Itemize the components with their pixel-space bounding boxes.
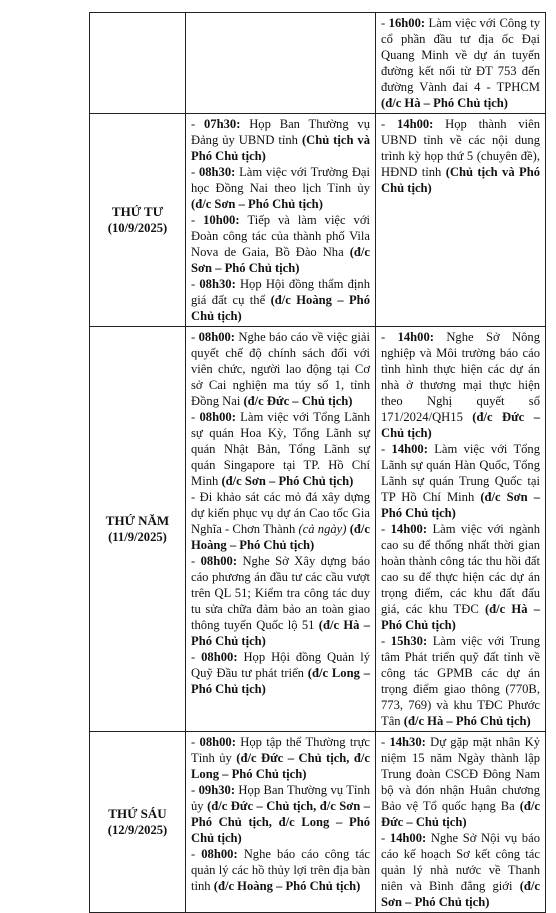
item-attendees: (đ/c Sơn – Phó Chủ tịch) (381, 879, 540, 909)
item-text: Đi khảo sát các mỏ đá xây dựng dự kiến phục vụ dự án Cao tốc Gia Nghĩa - Chơn Thành (191, 490, 370, 536)
item-text: Tiếp và làm việc với Đoàn công tác của thành phố Vila Nova de Gaia, Bồ Đào Nha (191, 213, 370, 259)
item-text: Họp Ban Thường vụ Tỉnh ủy (191, 783, 371, 813)
item-time-colon: : (231, 277, 240, 291)
schedule-item: - 08h00: Họp tập thể Thường trực Tỉnh ủy (đ/c Đức – Chủ tịch, đ/c Long – Phó Chủ tịch) (191, 735, 371, 781)
item-attendees: (đ/c Hoàng – Phó Chủ tịch) (191, 293, 370, 323)
morning-cell (186, 13, 376, 114)
item-attendees: (đ/c Hà – Phó Chủ tịch) (381, 602, 540, 632)
item-attendees: (đ/c Hà – Phó Chủ tịch) (403, 714, 531, 728)
item-time: 08h00 (200, 554, 233, 568)
schedule-item: - 14h00: Nghe Sở Nội vụ báo cáo kế hoạch Sơ kết công tác quản lý nhà nước về Thanh niên và Bình đẳng giới (đ/c Sơn – Phó Chủ tịch) (381, 831, 540, 909)
item-attendees: (đ/c Sơn – Phó Chủ tịch) (221, 474, 354, 488)
item-text: Làm việc với ngành cao su để thống nhất thời gian hoàn thành công tác thu hồi đất cao su để thực hiện các dự án trọng điểm, các khu đất đấu giá, các khu TĐC (381, 522, 541, 616)
item-attendees: (đ/c Hà – Phó Chủ tịch) (381, 96, 508, 110)
item-time: 14h00 (389, 831, 423, 845)
item-time-colon: : (420, 16, 429, 30)
schedule-item: - 14h00: Làm việc với Tổng Lãnh sự quán Hàn Quốc, Tổng Lãnh sự quán Trung Quốc tại TP Hồ Chí Minh (đ/c Sơn – Phó Chủ tịch) (381, 442, 541, 520)
item-text: Nghe Sở Nông nghiệp và Môi trường báo cáo tình hình thực hiện các dự án nhà ở thương mại thực hiện theo Nghị quyết số 171/2024/QH15 (381, 330, 540, 424)
schedule-item: - 14h30: Dự gặp mặt nhân Kỷ niệm 15 năm Ngày thành lập Trung đoàn CSCĐ Đông Nam bộ và đón nhận Huân chương Bảo vệ Tổ quốc hạng Ba (đ/c Đức – Chủ tịch) (381, 735, 540, 829)
day-date: (10/9/2025) (107, 221, 168, 235)
item-time: 14h30 (389, 735, 422, 749)
item-attendees: (đ/c Đức – Chủ tịch) (243, 394, 353, 408)
item-note: (cả ngày) (298, 522, 347, 536)
schedule-row (90, 327, 546, 732)
item-text: Họp Hội đồng Quản lý Quỹ Đầu tư phát triển (191, 650, 371, 680)
item-attendees: (đ/c Đức – Chủ tịch) (381, 410, 540, 440)
day-cell (90, 327, 186, 732)
item-text: Nghe Sở Xây dựng báo cáo phương án đầu tư các cầu vượt trên QL 51; Kiểm tra công tác duy tu sửa chữa đảm bảo an toàn giao thông tuyến Quốc lộ 51 (191, 554, 370, 632)
item-time: 10h00 (203, 213, 236, 227)
item-time-colon: : (429, 117, 446, 131)
schedule-item: - 08h00: Họp Hội đồng Quản lý Quỹ Đầu tư phát triển (đ/c Long – Phó Chủ tịch) (191, 650, 371, 696)
schedule-item: - 16h00: Làm việc với Công ty cổ phần đầu tư địa ốc Đại Quang Minh về dự án tuyến đường kết nối từ ĐT 753 đến đường Vành đai 4 - TPHCM (đ/c Hà – Phó Chủ tịch) (381, 16, 541, 110)
item-time: 07h30 (204, 117, 237, 131)
schedule-item: - 08h00: Làm việc với Tổng Lãnh sự quán Hoa Kỳ, Tổng Lãnh sự quán Nhật Bản, Tổng Lãnh sự quán Singapore tại TP. Hồ Chí Minh (đ/c Sơn – Phó Chủ tịch) (191, 410, 371, 488)
day-cell (90, 732, 186, 913)
item-text: Dự gặp mặt nhân Kỷ niệm 15 năm Ngày thành lập Trung đoàn CSCĐ Đông Nam bộ và đón nhận Huân chương Bảo vệ Tổ quốc hạng Ba (381, 735, 540, 813)
day-name: THỨ NĂM (105, 513, 170, 528)
item-time: 08h00 (201, 847, 234, 861)
schedule-item: - 14h00: Làm việc với ngành cao su để thống nhất thời gian hoàn thành công tác thu hồi đất cao su để thực hiện các dự án trọng điểm, các khu đất đấu giá, các khu TĐC (đ/c Hà – Phó Chủ tịch) (381, 522, 541, 632)
item-attendees: (đ/c Long – Phó Chủ tịch) (191, 666, 370, 696)
item-time-colon: : (423, 442, 435, 456)
schedule-item: - 08h00: Nghe báo cáo về việc giải quyết chế độ chính sách đối với viên chức, người lao động tại Cơ sở Cai nghiện ma túy số 1, tỉnh Đồng Nai (đ/c Đức – Chủ tịch) (191, 330, 371, 408)
item-time: 14h00 (397, 330, 430, 344)
morning-cell (186, 114, 376, 327)
item-time-colon: : (230, 783, 239, 797)
item-time: 14h00 (391, 442, 424, 456)
item-attendees: (đ/c Đức – Chủ tịch, đ/c Long – Phó Chủ tịch) (191, 751, 371, 781)
weekly-schedule-table (89, 12, 546, 913)
item-time-colon: : (233, 847, 244, 861)
schedule-item: - 08h30: Làm việc với Trường Đại học Đồng Nai theo lịch Tỉnh ủy (đ/c Sơn – Phó Chủ tịch) (191, 165, 371, 211)
day-date: (11/9/2025) (108, 530, 167, 544)
schedule-row (90, 732, 546, 913)
item-attendees: (đ/c Đức – Chủ tịch) (381, 799, 540, 829)
day-cell (90, 13, 186, 114)
item-time-colon: : (231, 165, 240, 179)
schedule-item: - 09h30: Họp Ban Thường vụ Tỉnh ủy (đ/c Đức – Chủ tịch, đ/c Sơn – Phó Chủ tịch, đ/c Long – Phó Chủ tịch) (191, 783, 371, 845)
item-time-colon: : (231, 410, 241, 424)
afternoon-cell (376, 732, 546, 913)
item-attendees: (đ/c Đức – Chủ tịch, đ/c Sơn – Phó Chủ tịch, đ/c Long – Phó Chủ tịch) (191, 799, 370, 845)
item-text: Làm việc với Trường Đại học Đồng Nai theo lịch Tỉnh ủy (191, 165, 371, 195)
item-time-colon: : (236, 117, 250, 131)
item-time: 08h00 (199, 735, 232, 749)
schedule-item: - 14h00: Nghe Sở Nông nghiệp và Môi trường báo cáo tình hình thực hiện các dự án nhà ở thương mại thực hiện theo Nghị quyết số 171/2024/QH15 (đ/c Đức – Chủ tịch) (381, 330, 540, 440)
item-time-colon: : (232, 554, 243, 568)
schedule-item: - 08h30: Họp Hội đồng thẩm định giá đất cụ thể (đ/c Hoàng – Phó Chủ tịch) (191, 277, 370, 323)
schedule-item: - 15h30: Làm việc với Trung tâm Phát triển quỹ đất tỉnh về công tác GPMB các dự án trọng điểm giao thông (770B, 773, 769) và khu TĐC Phước Tân (đ/c Hà – Phó Chủ tịch) (381, 634, 541, 728)
item-attendees: (đ/c Sơn – Phó Chủ tịch) (381, 490, 540, 520)
item-attendees: (đ/c Sơn – Phó Chủ tịch) (191, 197, 323, 211)
item-text: Họp thành viên UBND tỉnh về các nội dung trình kỳ họp thứ 5 (chuyên đề), HĐND tỉnh (381, 117, 541, 179)
item-attendees: (đ/c Hoàng – Phó Chủ tịch) (213, 879, 361, 893)
schedule-item: - 08h00: Nghe Sở Xây dựng báo cáo phương án đầu tư các cầu vượt trên QL 51; Kiểm tra công tác duy tu sửa chữa đảm bảo an toàn giao thông tuyến Quốc lộ 51 (đ/c Hà – Phó Chủ tịch) (191, 554, 370, 648)
item-time-colon: : (429, 330, 447, 344)
item-text: Làm việc với Tổng Lãnh sự quán Hàn Quốc, Tổng Lãnh sự quán Trung Quốc tại TP Hồ Chí Minh (381, 442, 541, 504)
schedule-item: - Đi khảo sát các mỏ đá xây dựng dự kiến phục vụ dự án Cao tốc Gia Nghĩa - Chơn Thành (cả ngày) (đ/c Hoàng – Phó Chủ tịch) (191, 490, 370, 552)
schedule-body (90, 13, 546, 913)
item-time: 15h30 (390, 634, 423, 648)
item-time-colon: : (422, 831, 431, 845)
item-text: Họp Ban Thường vụ Đảng ủy UBND tỉnh (191, 117, 371, 147)
morning-cell (186, 732, 376, 913)
schedule-item: - 10h00: Tiếp và làm việc với Đoàn công tác của thành phố Vila Nova de Gaia, Bồ Đào Nha (đ/c Sơn – Phó Chủ tịch) (191, 213, 370, 275)
morning-cell (186, 327, 376, 732)
item-text: Nghe báo cáo về việc giải quyết chế độ chính sách đối với viên chức, người lao động tại Cơ sở Cai nghiện ma túy số 1, tỉnh Đồng Nai (191, 330, 371, 408)
schedule-row (90, 114, 546, 327)
item-text: Họp tập thể Thường trực Tỉnh ủy (191, 735, 370, 765)
item-attendees: (Chủ tịch và Phó Chủ tịch) (191, 133, 370, 163)
item-attendees: (đ/c Hoàng – Phó Chủ tịch) (191, 522, 370, 552)
item-attendees: (đ/c Hà – Phó Chủ tịch) (191, 618, 370, 648)
schedule-item: - 08h00: Nghe báo cáo công tác quản lý các hồ thủy lợi trên địa bàn tỉnh (đ/c Hoàng – Phó Chủ tịch) (191, 847, 370, 893)
item-time-colon: : (235, 213, 248, 227)
day-cell (90, 114, 186, 327)
item-time-colon: : (233, 650, 244, 664)
item-time-colon: : (422, 634, 433, 648)
item-text: Nghe Sở Nội vụ báo cáo kế hoạch Sơ kết công tác quản lý nhà nước về Thanh niên và Bình đẳng giới (381, 831, 540, 893)
item-time-colon: : (231, 735, 241, 749)
item-time: 08h00 (198, 330, 231, 344)
afternoon-cell (376, 327, 546, 732)
item-text: Họp Hội đồng thẩm định giá đất cụ thể (191, 277, 370, 307)
item-attendees: (Chủ tịch và Phó Chủ tịch) (381, 165, 540, 195)
day-date: (12/9/2025) (107, 823, 168, 837)
item-time-colon: : (230, 330, 239, 344)
afternoon-cell (376, 13, 546, 114)
item-text: Làm việc với Tổng Lãnh sự quán Hoa Kỳ, Tổng Lãnh sự quán Nhật Bản, Tổng Lãnh sự quán Singapore tại TP. Hồ Chí Minh (191, 410, 371, 488)
item-time-colon: : (422, 522, 433, 536)
schedule-item: - 07h30: Họp Ban Thường vụ Đảng ủy UBND tỉnh (Chủ tịch và Phó Chủ tịch) (191, 117, 371, 163)
item-time: 14h00 (396, 117, 430, 131)
afternoon-cell (376, 114, 546, 327)
item-time: 08h30 (198, 165, 232, 179)
item-time: 08h00 (199, 410, 232, 424)
item-time: 16h00 (388, 16, 421, 30)
item-time: 14h00 (390, 522, 423, 536)
item-time: 08h30 (199, 277, 232, 291)
item-time: 08h00 (201, 650, 234, 664)
schedule-item: - 14h00: Họp thành viên UBND tỉnh về các nội dung trình kỳ họp thứ 5 (chuyên đề), HĐND tỉnh (Chủ tịch và Phó Chủ tịch) (381, 117, 541, 195)
item-time-colon: : (421, 735, 431, 749)
day-name: THỨ TƯ (111, 204, 164, 219)
item-text: Làm việc với Trung tâm Phát triển quỹ đất tỉnh về công tác GPMB các dự án trọng điểm giao thông (770B, 773, 769) và khu TĐC Phước Tân (381, 634, 541, 728)
schedule-row (90, 13, 546, 114)
item-time: 09h30 (198, 783, 231, 797)
day-name: THỨ SÁU (108, 806, 167, 821)
item-text: Làm việc với Công ty cổ phần đầu tư địa ốc Đại Quang Minh về dự án tuyến đường kết nối từ ĐT 753 đến đường Vành đai 4 - TPHCM (381, 16, 541, 94)
item-text: Nghe báo cáo công tác quản lý các hồ thủy lợi trên địa bàn tỉnh (191, 847, 370, 893)
item-attendees: (đ/c Sơn – Phó Chủ tịch) (191, 245, 370, 275)
